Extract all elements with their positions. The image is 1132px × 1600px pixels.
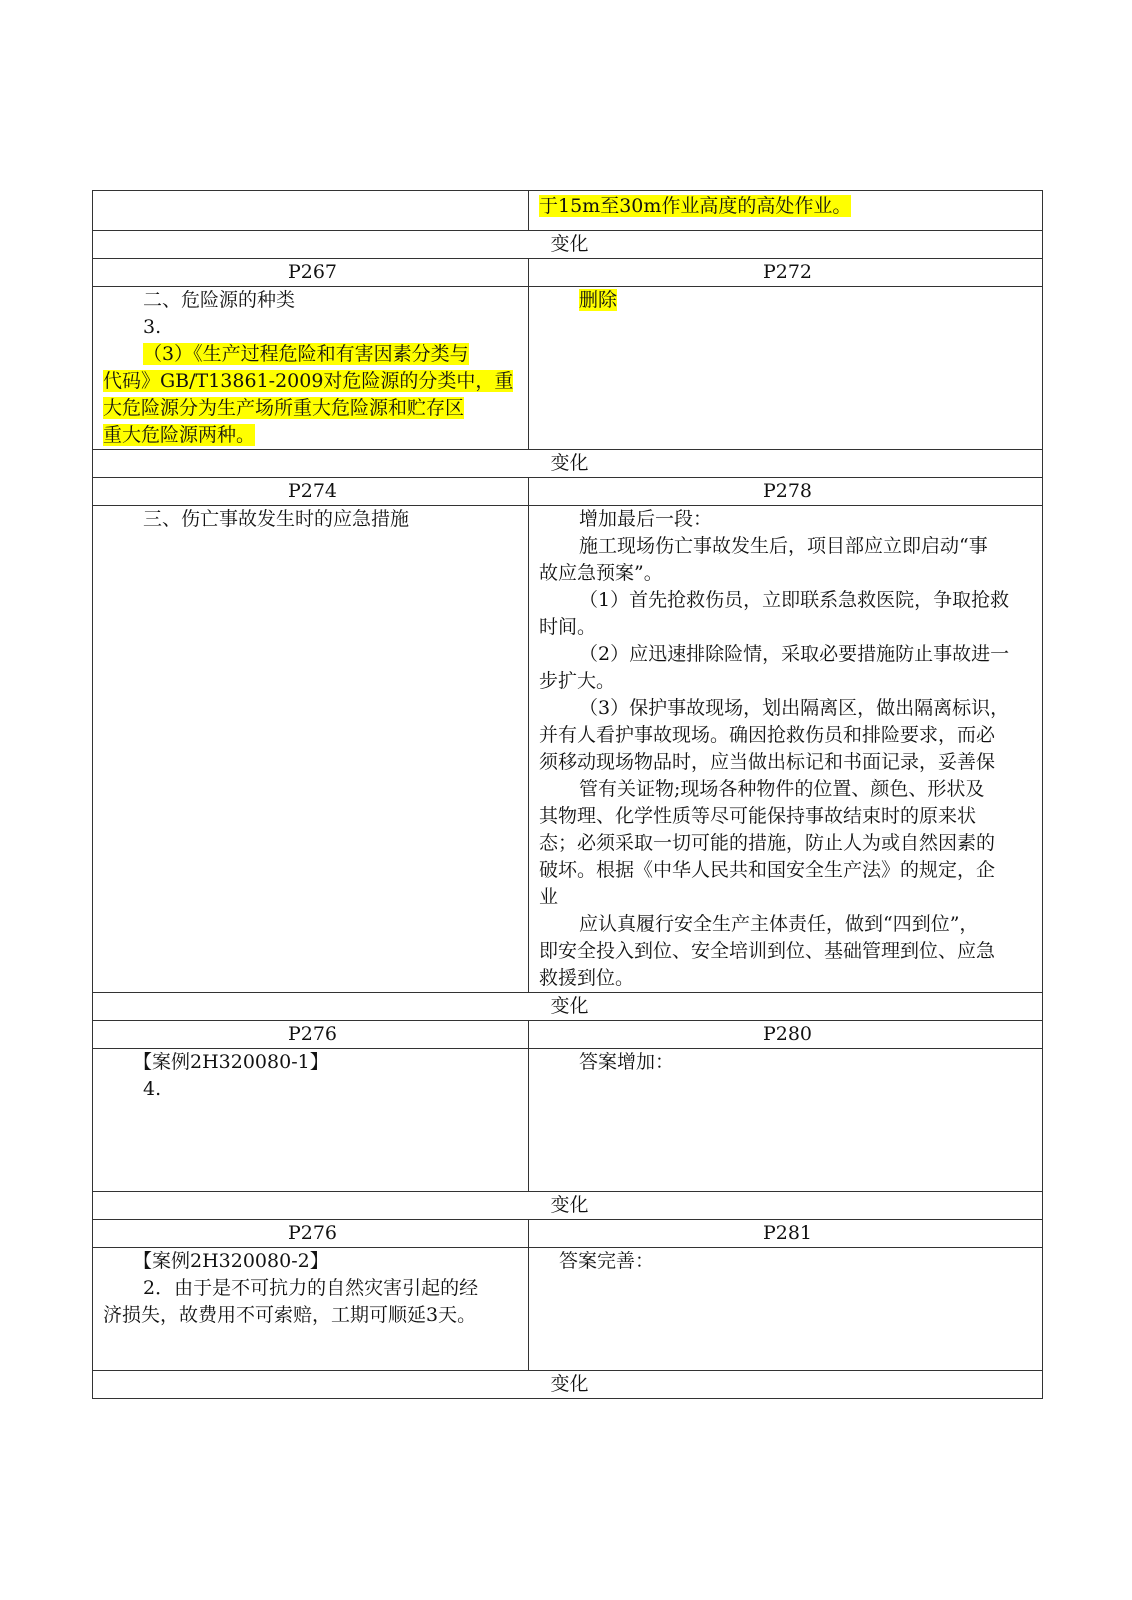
change-row	[93, 450, 1043, 478]
item-number: 3.	[143, 316, 162, 338]
table-row	[93, 191, 1043, 231]
left-page-number: P276	[93, 1220, 529, 1248]
text-line: 步扩大。	[539, 670, 616, 692]
cell-right	[529, 287, 1043, 450]
table-row	[93, 506, 1043, 993]
cell-left	[93, 287, 529, 450]
text-line: 施工现场伤亡事故发生后，项目部应立即启动“事	[579, 535, 988, 557]
change-label: 变化	[93, 1371, 1043, 1399]
page-header-row	[93, 1021, 1043, 1049]
text-line: 破坏。根据《中华人民共和国安全生产法》的规定，企	[539, 859, 996, 881]
section-heading: 二、危险源的种类	[143, 289, 296, 311]
change-label: 变化	[93, 450, 1043, 478]
text-line: 管有关证物;现场各种物件的位置、颜色、形状及	[579, 778, 985, 800]
page-header-row	[93, 478, 1043, 506]
left-page-number: P267	[93, 259, 529, 287]
text-line: 救援到位。	[539, 967, 635, 989]
case-title: 【案例2H320080-1】	[133, 1051, 329, 1073]
section-heading: 三、伤亡事故发生时的应急措施	[143, 508, 410, 530]
text-line: 即安全投入到位、安全培训到位、基础管理到位、应急	[539, 940, 996, 962]
text-line: 并有人看护事故现场。确因抢救伤员和排险要求，而必	[539, 724, 996, 746]
page-header-row	[93, 1220, 1043, 1248]
case-title: 【案例2H320080-2】	[133, 1250, 329, 1272]
text-line: 济损失，故费用不可索赔，工期可顺延3天。	[103, 1304, 477, 1326]
table-row	[93, 1248, 1043, 1371]
change-row	[93, 993, 1043, 1021]
text-line: 须移动现场物品时，应当做出标记和书面记录，妥善保	[539, 751, 996, 773]
highlighted-text: （3）《生产过程危险和有害因素分类与	[143, 343, 469, 365]
cell-left	[93, 506, 529, 993]
table-row	[93, 287, 1043, 450]
highlighted-text: 大危险源分为生产场所重大危险源和贮存区	[103, 397, 465, 419]
text-line: 其物理、化学性质等尽可能保持事故结束时的原来状	[539, 805, 977, 827]
page-header-row	[93, 259, 1043, 287]
comparison-table	[92, 190, 1043, 1399]
change-label: 变化	[93, 993, 1043, 1021]
cell-right	[529, 1049, 1043, 1192]
change-label: 变化	[93, 1192, 1043, 1220]
right-page-number: P280	[529, 1021, 1043, 1049]
text-line: 2．由于是不可抗力的自然灾害引起的经	[143, 1277, 479, 1299]
cell-left-empty	[93, 191, 529, 231]
answer-note: 答案增加：	[579, 1051, 675, 1073]
cell-right	[529, 1248, 1043, 1371]
item-number: 4.	[143, 1078, 162, 1100]
text-line: 时间。	[539, 616, 597, 638]
text-line: 态；必须采取一切可能的措施，防止人为或自然因素的	[539, 832, 996, 854]
answer-note: 答案完善：	[559, 1250, 655, 1272]
cell-right	[529, 506, 1043, 993]
text-line: 应认真履行安全生产主体责任，做到“四到位”，	[579, 913, 979, 935]
highlighted-text: 删除	[579, 289, 618, 311]
text-line: 业	[539, 886, 559, 908]
highlighted-text: 于15m至30m作业高度的高处作业。	[539, 195, 852, 217]
text-line: （2）应迅速排除险情，采取必要措施防止事故进一	[579, 643, 1010, 665]
change-row	[93, 1192, 1043, 1220]
text-line: （3）保护事故现场，划出隔离区，做出隔离标识，	[579, 697, 1010, 719]
left-page-number: P274	[93, 478, 529, 506]
table-row	[93, 1049, 1043, 1192]
cell-left	[93, 1049, 529, 1192]
text-line: 故应急预案”。	[539, 562, 663, 584]
left-page-number: P276	[93, 1021, 529, 1049]
text-line: （1）首先抢救伤员，立即联系急救医院，争取抢救	[579, 589, 1010, 611]
cell-right	[529, 191, 1043, 231]
change-row	[93, 1371, 1043, 1399]
right-page-number: P272	[529, 259, 1043, 287]
highlighted-text: 重大危险源两种。	[103, 424, 256, 446]
cell-left	[93, 1248, 529, 1371]
highlighted-text: 代码》GB/T13861-2009对危险源的分类中，重	[103, 370, 514, 392]
right-page-number: P281	[529, 1220, 1043, 1248]
change-label: 变化	[93, 231, 1043, 259]
change-row	[93, 231, 1043, 259]
right-page-number: P278	[529, 478, 1043, 506]
text-line: 增加最后一段：	[579, 508, 713, 530]
